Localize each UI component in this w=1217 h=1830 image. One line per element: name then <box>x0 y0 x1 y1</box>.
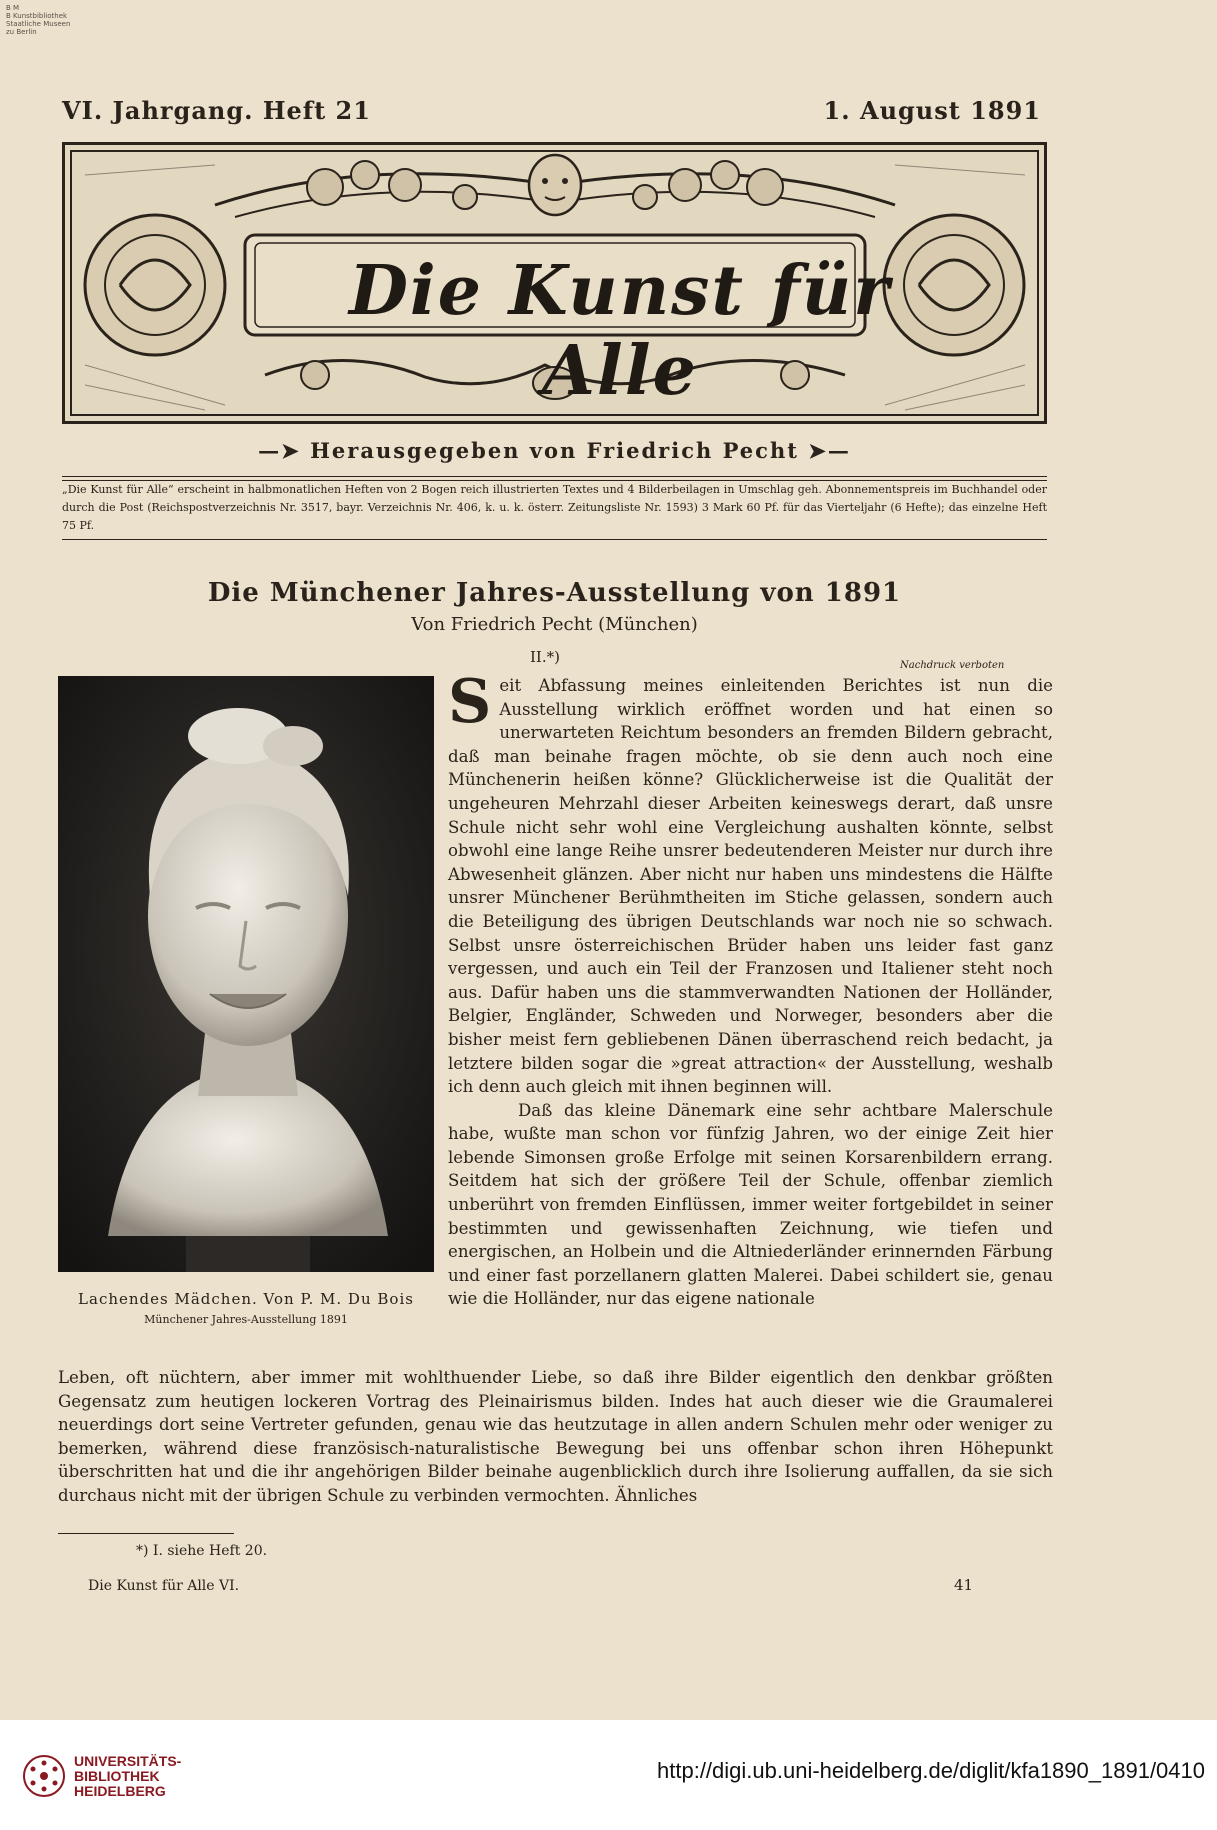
article-body-wide: Leben, oft nüchtern, aber immer mit wohlthuender Liebe, so daß ihre Bilder eigentlich den denkbar größten Gegensatz zum heutigen lockeren Vortrag des Pleinairismus bilden. Indes hat auch dieser wie die Graumalerei neuerdings dort seine Vertreter gefunden, genau wie das heutzutage in allen andern Schulen mehr oder weniger zu bemerken, während diese französisch-naturalistische Bewegung bei uns offenbar schon ihren Höhepunkt überschritten hat und die ihr angehörigen Bilder beinahe augenblicklich durch ihre Isolierung auffallen, da sie sich durchaus nicht mit der übrigen Schule zu verbinden vermochten. Ähnliches <box>58 1368 1053 1505</box>
library-stamp <box>6 4 70 36</box>
issue-line <box>62 96 1041 125</box>
logo-line: UNIVERSITÄTS- <box>74 1753 182 1769</box>
stamp-line: B Kunstbibliothek <box>6 12 68 20</box>
source-url[interactable]: http://digi.ub.uni-heidelberg.de/diglit/kfa1890_1891/0410 <box>657 1758 1205 1783</box>
article-part: II.*) <box>530 648 560 666</box>
paragraph-text: eit Abfassung meines einleitenden Berichtes ist nun die Ausstellung wirklich eröffnet worden und hat einen so unerwarteten Reichtum besonders an fremden Bildern gebracht, daß man beinahe fragen möchte, ob sie denn auch noch eine Münchenerin heißen könne? Glücklicherweise ist die Qualität der ungeheuren Mehrzahl dieser Arbeiten keineswegs derart, daß unsre Schule nicht sehr wohl eine Vergleichung aushalten könnte, selbst obwohl eine lange Reihe unsrer bedeutenderen Meister nur durch ihre Abwesenheit glänzen. Aber nicht nur haben uns mindestens die Hälfte unsrer Münchener Berühmtheiten im Stiche gelassen, sondern auch die Beteiligung des übrigen Deutschlands war noch nie so schwach. Selbst unsre österreichischen Brüder haben uns leider fast ganz vergessen, und auch ein Teil der Franzosen und Italiener steht noch aus. Dafür haben uns die stammverwandten Nationen der Holländer, Belgier, Engländer, Schweden und Norweger, besonders aber die bisher meist fern gebliebenen Dänen überraschend reich bedacht, ja letztere bilden sogar die »great attraction« der Ausstellung, weshalb ich denn auch gleich mit ihnen beginnen will. <box>448 676 1053 1097</box>
caption-subtitle: Münchener Jahres-Ausstellung 1891 <box>144 1313 348 1326</box>
paragraph: Daß das kleine Dänemark eine sehr achtbare Malerschule habe, wußte man schon vor fünfzig Jahren, wo der einige Zeit hier lebende Simonsen große Erfolge mit seinen Korsarenbildern errang. Seitdem hat sich der größere Teil der Schule, offenbar ziemlich unberührt von fremden Einflüssen, immer weiter fortgebildet in seiner bestimmten und gewissenhaften Zeichnung, wie tiefen und energischen, an Holbein und die Altniederländer erinnernden Färbung und einer fast porzellanern glatten Malerei. Dabei schildert sie, genau wie die Holländer, nur das eigene nationale <box>448 1100 1053 1309</box>
publisher-line: —➤ Herausgegeben von Friedrich Pecht ➤— <box>258 438 851 463</box>
running-footer: Die Kunst für Alle VI. <box>88 1578 240 1594</box>
stamp-line: Staatliche Museen <box>6 20 71 28</box>
bust-illustration <box>58 676 434 1272</box>
article-body-column <box>448 667 1053 1311</box>
masthead-ornament <box>62 142 1047 424</box>
bust-photograph <box>58 676 434 1272</box>
viewer-footer <box>0 1720 1217 1830</box>
subscription-notice: „Die Kunst für Alle“ erscheint in halbmonatlichen Heften von 2 Bogen reich illustrierten Textes und 4 Bilderbeilagen in Umschlag geh. Abonnementspreis im Buchhandel oder durch die Post (Reichspostverzeichnis Nr. 3517, bayr. Verzeichnis Nr. 406, k. u. k. österr. Zeitungsliste Nr. 1593) 3 Mark 60 Pf. für das Vierteljahr (6 Hefte); das einzelne Heft 75 Pf. <box>62 476 1047 540</box>
paragraph <box>448 667 1053 1099</box>
figure-caption <box>58 1290 434 1326</box>
article-title: Die Münchener Jahres-Ausstellung von 1891 <box>207 578 902 608</box>
logo-line: BIBLIOTHEK <box>74 1768 160 1784</box>
stamp-line: B M <box>6 4 20 12</box>
reprint-note: Nachdruck verboten <box>900 660 1005 671</box>
masthead-title: Die Kunst für Alle <box>348 251 892 411</box>
logo-line: HEIDELBERG <box>74 1783 166 1799</box>
page-number: 41 <box>954 1576 974 1594</box>
library-logo-text <box>74 1754 181 1799</box>
drop-cap: S <box>448 667 492 737</box>
caption-title: Lachendes Mädchen. Von P. M. Du Bois <box>78 1290 414 1308</box>
footnote-rule <box>58 1533 234 1534</box>
issue-volume: VI. Jahrgang. Heft 21 <box>62 96 371 125</box>
footnote: *) I. siehe Heft 20. <box>136 1543 268 1559</box>
issue-date: 1. August 1891 <box>823 96 1041 125</box>
university-seal-icon <box>22 1754 66 1798</box>
stamp-line: zu Berlin <box>6 28 37 36</box>
article-author: Von Friedrich Pecht (München) <box>411 614 698 635</box>
